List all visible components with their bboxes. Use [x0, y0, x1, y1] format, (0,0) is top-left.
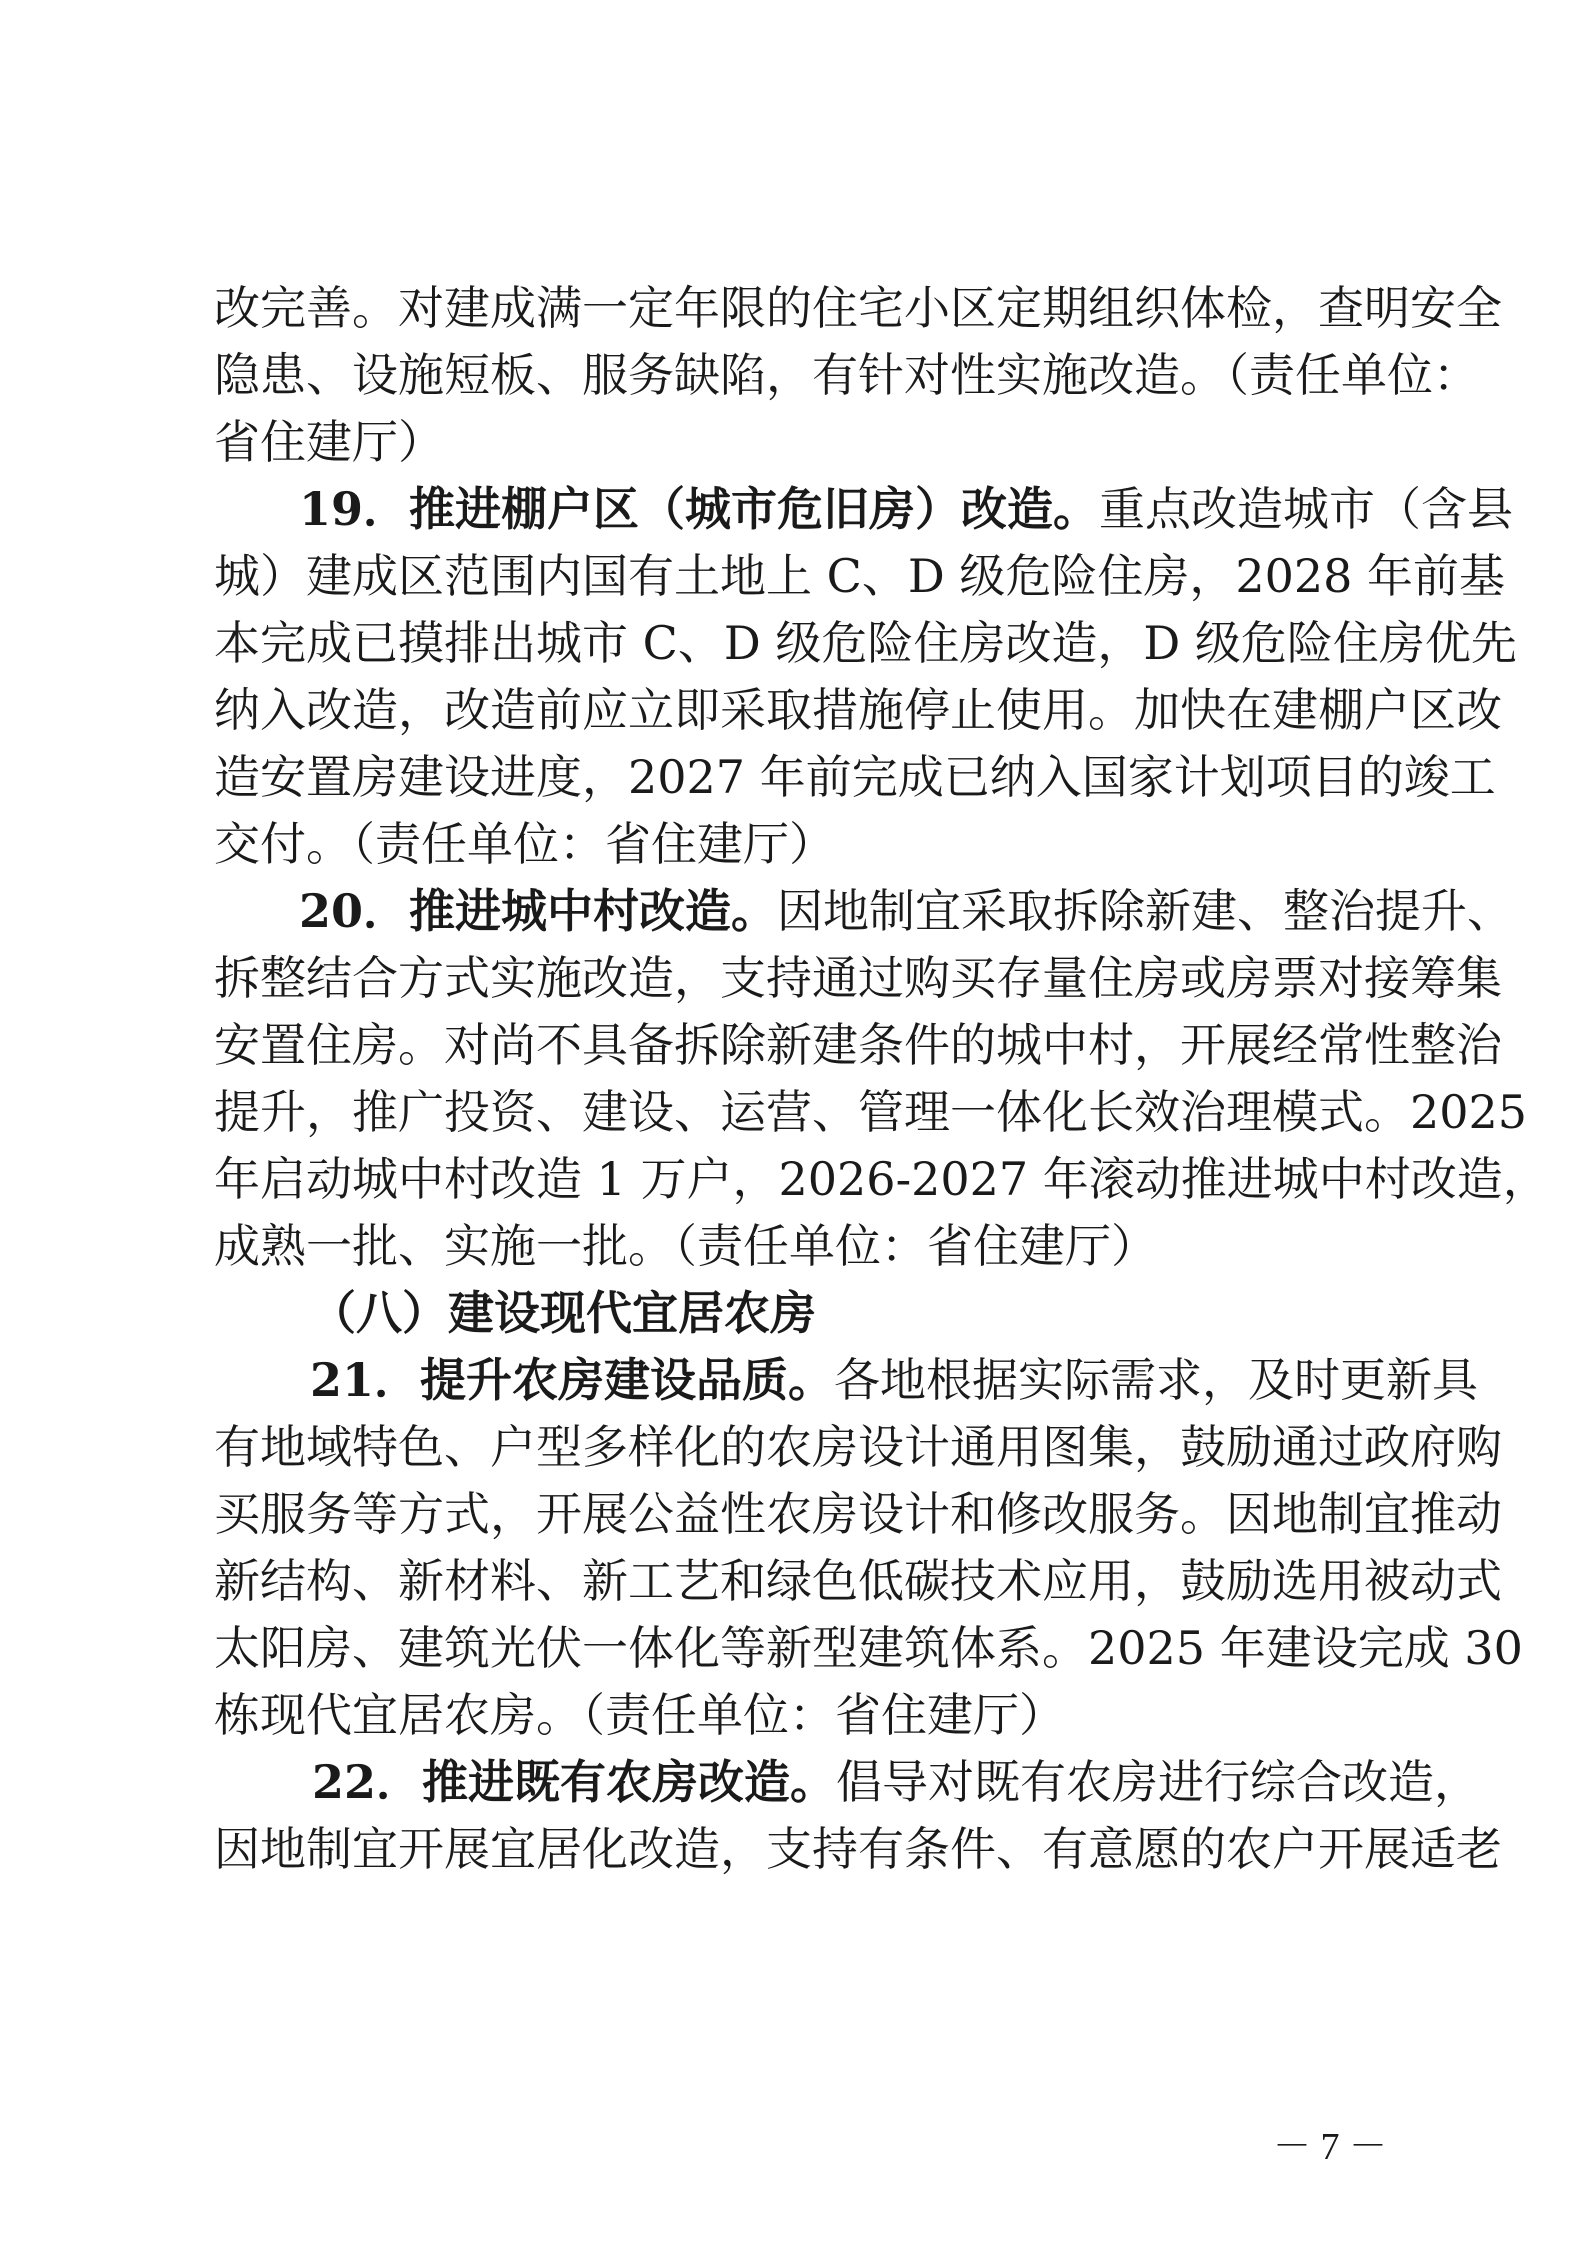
text-line: 买服务等方式，开展公益性农房设计和修改服务。因地制宜推动: [214, 1487, 1502, 1541]
text-line: 改完善。对建成满一定年限的住宅小区定期组织体检，查明安全: [214, 281, 1502, 335]
text-line: 拆整结合方式实施改造，支持通过购买存量住房或房票对接筹集: [214, 951, 1502, 1005]
text-line: 新结构、新材料、新工艺和绿色低碳技术应用，鼓励选用被动式: [214, 1554, 1502, 1608]
item-21-first-line: [214, 1347, 1479, 1414]
item-20-first-line: [214, 878, 1514, 945]
item-19-text: 重点改造城市（含县: [1099, 482, 1514, 536]
text-line: 安置住房。对尚不具备拆除新建条件的城中村，开展经常性整治: [214, 1018, 1502, 1072]
text-line: 太阳房、建筑光伏一体化等新型建筑体系。2025 年建设完成 30: [214, 1621, 1523, 1675]
item-21-text: 各地根据实际需求，及时更新具: [834, 1353, 1479, 1407]
document-body: [214, 275, 1549, 1883]
text-line: 因地制宜开展宜居化改造，支持有条件、有意愿的农户开展适老: [214, 1822, 1502, 1876]
item-22-title: 22．推进既有农房改造。: [312, 1755, 837, 1809]
item-20-text: 因地制宜采取拆除新建、整治提升、: [777, 884, 1514, 938]
item-22-text: 倡导对既有农房进行综合改造，: [836, 1755, 1481, 1809]
section-heading: （八）建设现代宜居农房: [310, 1286, 816, 1340]
text-line: 交付。（责任单位：省住建厅）: [214, 817, 835, 871]
text-line: 有地域特色、户型多样化的农房设计通用图集，鼓励通过政府购: [214, 1420, 1502, 1474]
text-line: 省住建厅）: [214, 415, 444, 469]
page-number: － 7 －: [1272, 2126, 1387, 2168]
item-19-title: 19．推进棚户区（城市危旧房）改造。: [299, 482, 1100, 536]
text-line: 年启动城中村改造 1 万户，2026-2027 年滚动推进城中村改造，: [214, 1152, 1549, 1206]
text-line: 造安置房建设进度，2027 年前完成已纳入国家计划项目的竣工: [214, 750, 1496, 804]
item-20-title: 20．推进城中村改造。: [299, 884, 778, 938]
text-line: 城）建成区范围内国有土地上 C、D 级危险住房，2028 年前基: [214, 549, 1506, 603]
text-line: 本完成已摸排出城市 C、D 级危险住房改造，D 级危险住房优先: [214, 616, 1517, 670]
text-line: 隐患、设施短板、服务缺陷，有针对性实施改造。（责任单位：: [214, 348, 1479, 402]
item-21-title: 21．提升农房建设品质。: [310, 1353, 835, 1407]
item-22-first-line: [214, 1749, 1481, 1816]
text-line: 提升，推广投资、建设、运营、管理一体化长效治理模式。2025: [214, 1085, 1528, 1139]
text-line: 纳入改造，改造前应立即采取措施停止使用。加快在建棚户区改: [214, 683, 1502, 737]
text-line: 栋现代宜居农房。（责任单位：省住建厅）: [214, 1688, 1065, 1742]
item-19-first-line: [214, 476, 1514, 543]
text-line: 成熟一批、实施一批。（责任单位：省住建厅）: [214, 1219, 1157, 1273]
